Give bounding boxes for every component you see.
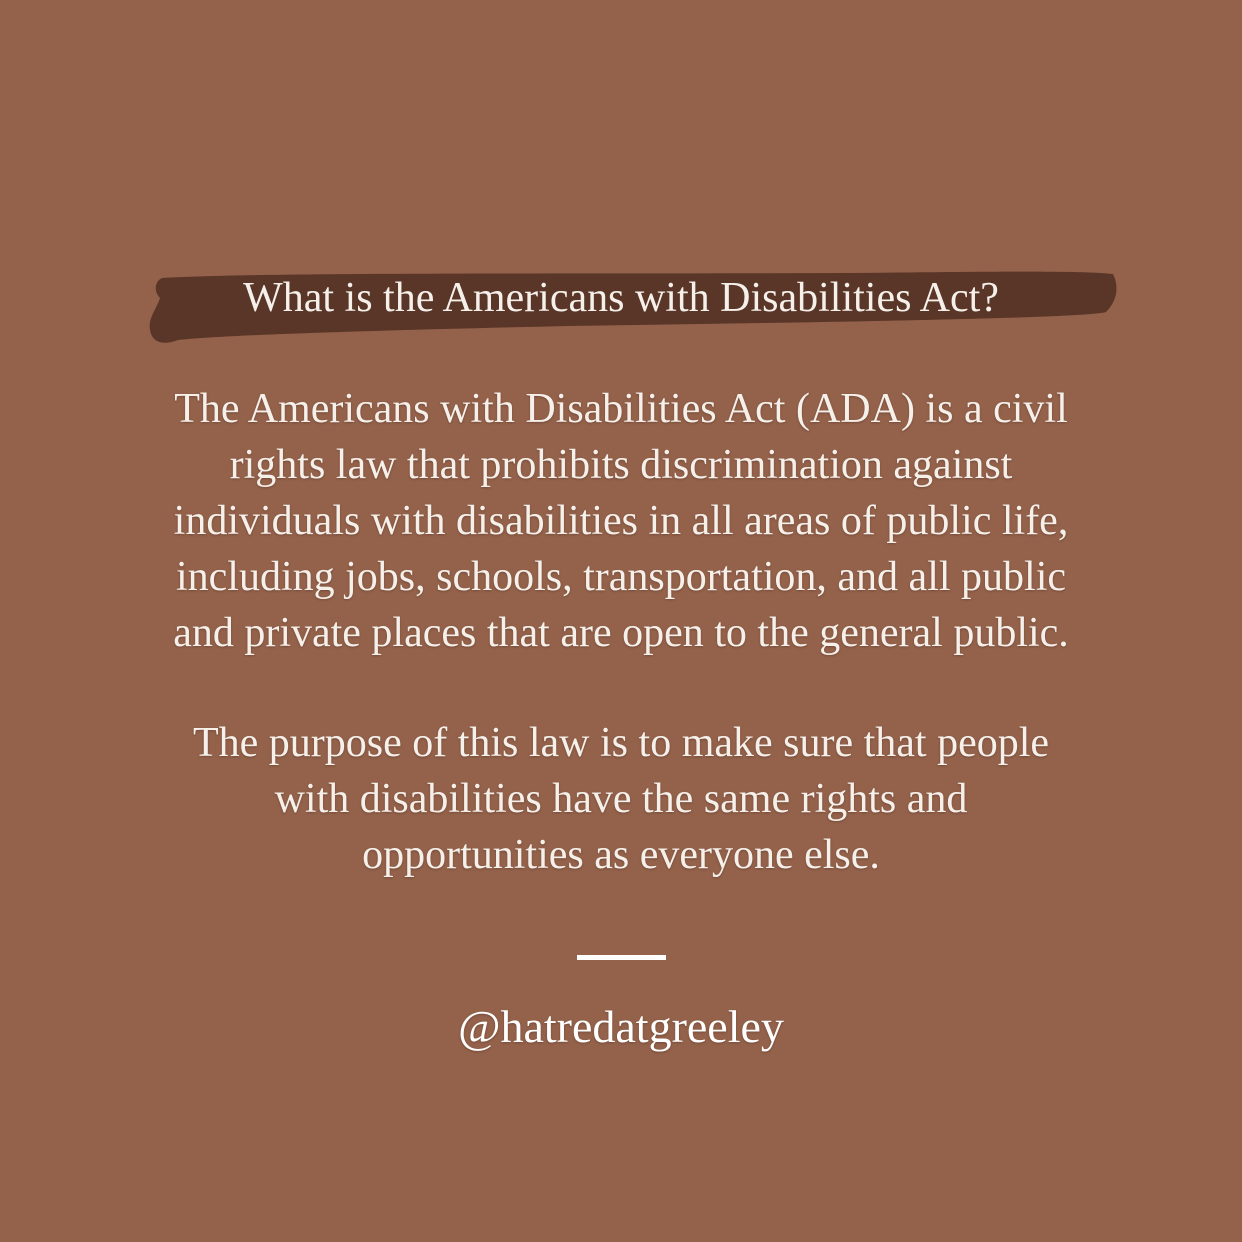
text-line: including jobs, schools, transportation, and all public bbox=[175, 554, 1067, 600]
ada-purpose-paragraph bbox=[0, 715, 1242, 883]
text-line: rights law that prohibits discrimination against bbox=[229, 442, 1013, 488]
divider-line bbox=[577, 955, 666, 960]
text-line: The purpose of this law is to make sure that people bbox=[192, 720, 1050, 766]
social-handle: @hatredatgreeley bbox=[458, 1001, 784, 1052]
text-line: The Americans with Disabilities Act (ADA) is a civil bbox=[174, 386, 1068, 432]
text-line: with disabilities have the same rights and bbox=[274, 776, 968, 822]
text-line: and private places that are open to the general public. bbox=[173, 610, 1069, 656]
heading: What is the Americans with Disabilities Act? bbox=[243, 275, 999, 321]
text-line: opportunities as everyone else. bbox=[362, 832, 880, 878]
ada-definition-paragraph bbox=[0, 381, 1242, 661]
text-line: individuals with disabilities in all areas of public life, bbox=[173, 498, 1069, 544]
